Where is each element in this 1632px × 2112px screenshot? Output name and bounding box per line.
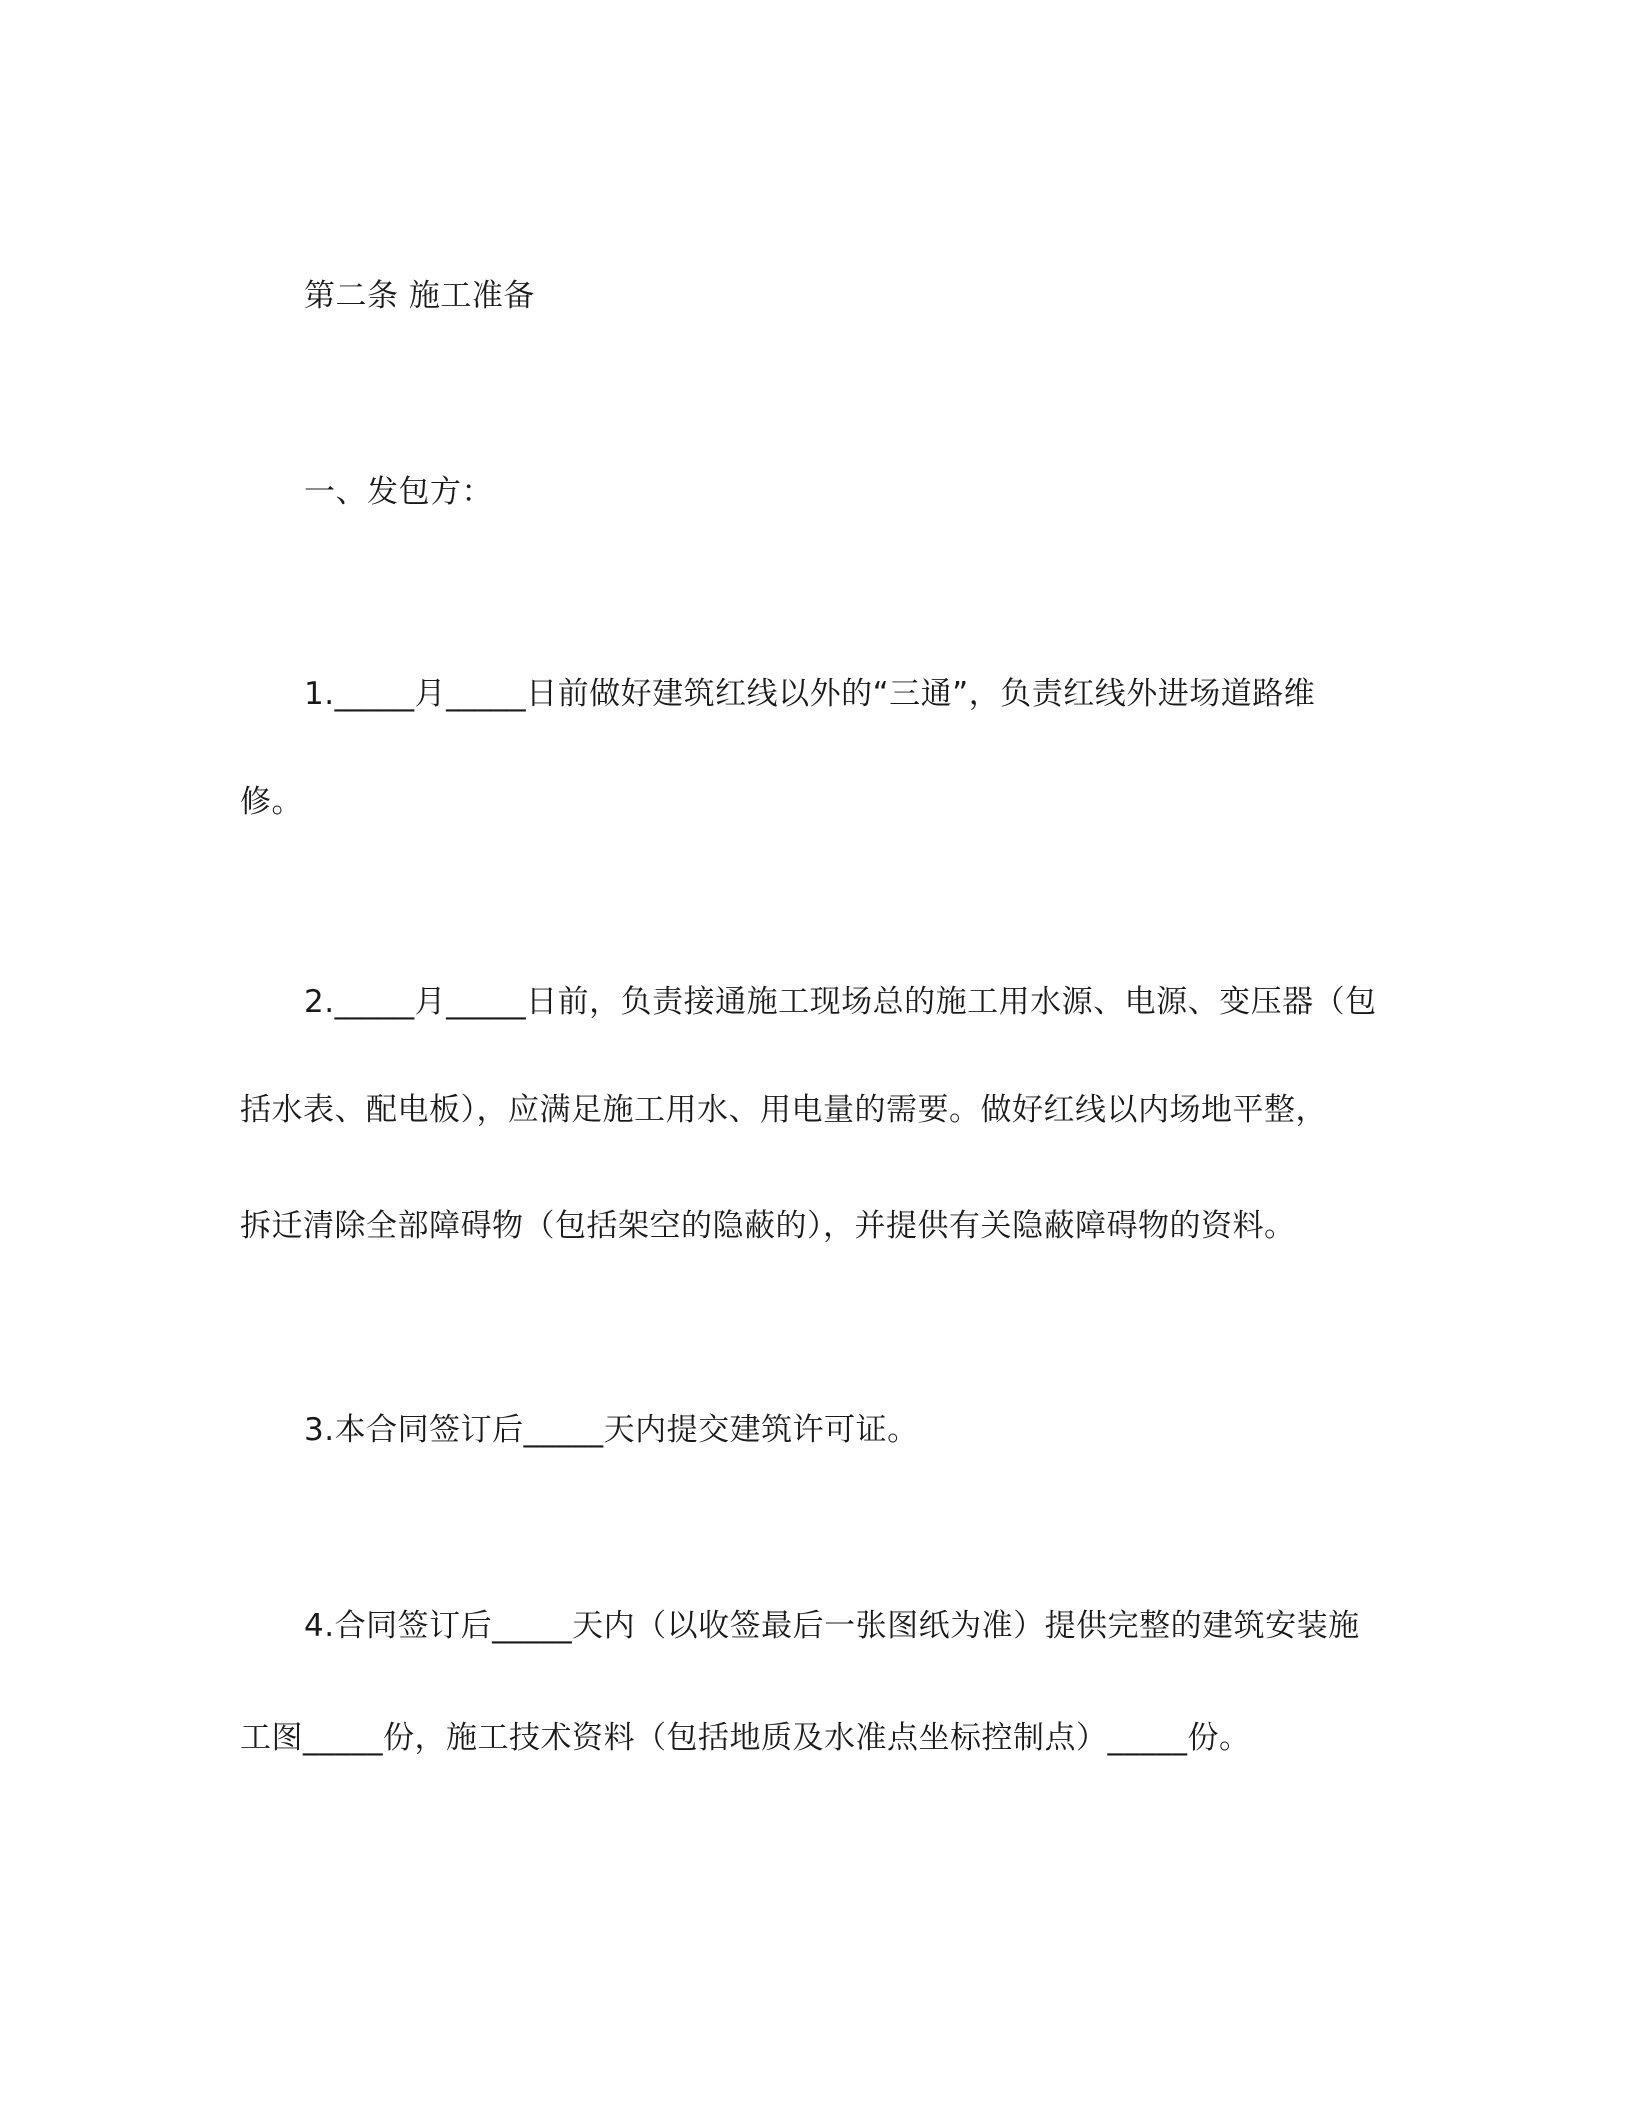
item-1-line-1: 1._____月_____日前做好建筑红线以外的“三通”，负责红线外进场道路维 bbox=[304, 676, 1316, 712]
section-heading: 一、发包方： bbox=[304, 474, 493, 510]
item-1-line-2: 修。 bbox=[240, 784, 303, 820]
item-3-line-1: 3.本合同签订后_____天内提交建筑许可证。 bbox=[304, 1412, 919, 1448]
item-4-line-2: 工图_____份，施工技术资料（包括地质及水准点坐标控制点）_____份。 bbox=[240, 1720, 1251, 1756]
article-heading: 第二条 施工准备 bbox=[304, 278, 535, 314]
item-2-line-3: 拆迁清除全部障碍物（包括架空的隐蔽的），并提供有关隐蔽障碍物的资料。 bbox=[240, 1208, 1296, 1244]
item-2-line-1: 2._____月_____日前，负责接通施工现场总的施工用水源、电源、变压器（包 bbox=[304, 984, 1377, 1020]
item-2-line-2: 括水表、配电板），应满足施工用水、用电量的需要。做好红线以内场地平整， bbox=[240, 1092, 1327, 1128]
item-4-line-1: 4.合同签订后_____天内（以收签最后一张图纸为准）提供完整的建筑安装施 bbox=[304, 1608, 1360, 1644]
